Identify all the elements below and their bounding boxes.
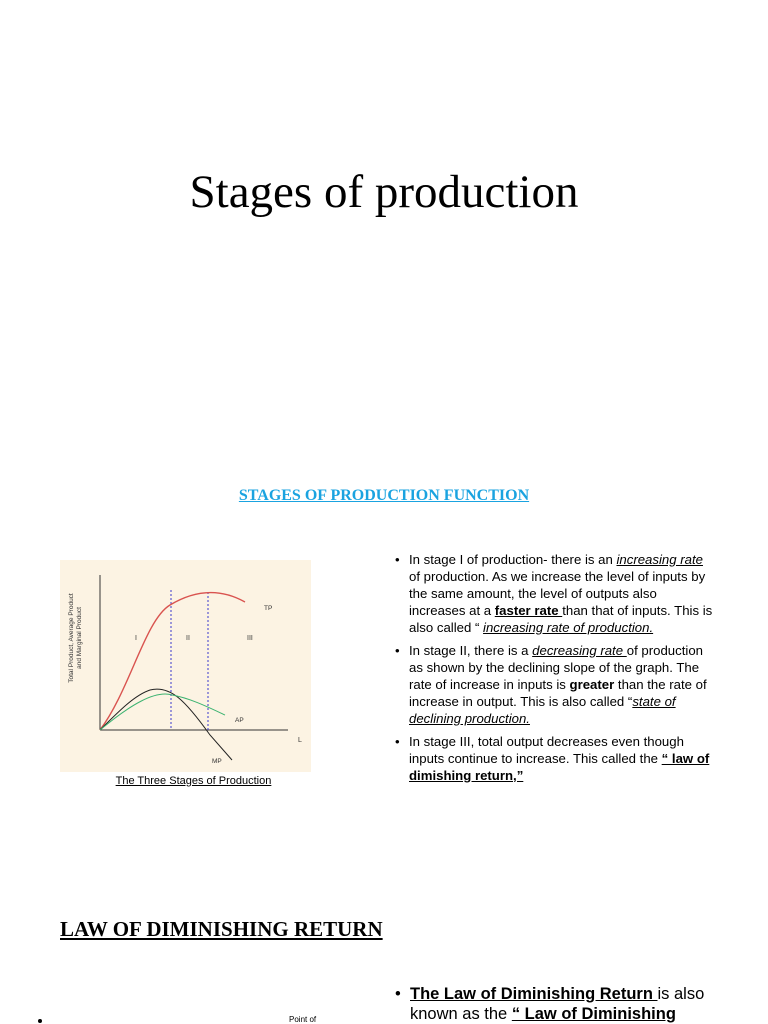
x-axis-label: L (298, 737, 302, 744)
bullet-law (395, 984, 725, 1024)
stage-label-2: II (186, 635, 190, 642)
bullet-emphasis: state of declining production. (409, 694, 676, 726)
mp-label: MP (212, 758, 222, 765)
bullet-emphasis: “ Law of Diminishing (511, 1005, 676, 1023)
production-stages-graph (60, 560, 311, 772)
bullet-stage-1 (395, 551, 713, 636)
bullet-emphasis: greater (569, 677, 615, 692)
law-heading: LAW OF DIMINISHING RETURN (60, 917, 383, 941)
bullet-emphasis: faster rate (494, 603, 563, 618)
figure-background (60, 560, 311, 772)
section-heading[interactable]: STAGES OF PRODUCTION FUNCTION (238, 487, 530, 504)
tp-label: TP (264, 605, 273, 612)
y-axis-label-line2: and Marginal Product (76, 607, 83, 669)
bullet-text: than the rate of increase in output. This is also called “ (409, 677, 707, 709)
bullet-emphasis: “ law of dimishing return,” (409, 751, 710, 783)
bullet-emphasis: increasing rate of production. (483, 620, 654, 635)
bullet-emphasis: increasing rate (616, 552, 703, 567)
figure-snippet-label: Point of (289, 1015, 317, 1024)
stage-label-1: I (135, 635, 137, 642)
bullet-text: is also known as the (410, 985, 705, 1023)
bullet-text: of production as shown by the declining slope of the graph. The rate of increase in inputs is (409, 643, 703, 692)
bullet-emphasis: The Law of Diminishing Return (410, 985, 658, 1003)
figure-caption: The Three Stages of Production (115, 775, 272, 787)
bullet-text: of production. As we increase the level of inputs by the same amount, the level of outputs also increases at a (409, 569, 706, 618)
y-axis-label-line1: Total Product, Average Product (68, 593, 75, 683)
stages-bullet-list (395, 551, 713, 790)
bullet-emphasis: decreasing rate (532, 643, 627, 658)
ap-label: AP (235, 717, 244, 724)
bullet-stage-3 (395, 733, 713, 784)
law-bullet-list (395, 984, 725, 1024)
stage-label-3: III (247, 635, 253, 642)
slide-title: Stages of production (189, 166, 579, 218)
bullet-stage-2 (395, 642, 713, 727)
production-stages-figure (60, 560, 311, 772)
bullet-text: In stage II, there is a (409, 643, 533, 658)
bullet-text: than that of inputs. This is also called “ (409, 603, 713, 635)
bullet-text: In stage I of production- there is an (409, 552, 617, 567)
bullet-text: In stage III, total output decreases even though inputs continue to increase. This called the (409, 734, 684, 766)
stray-dot (38, 1019, 42, 1023)
